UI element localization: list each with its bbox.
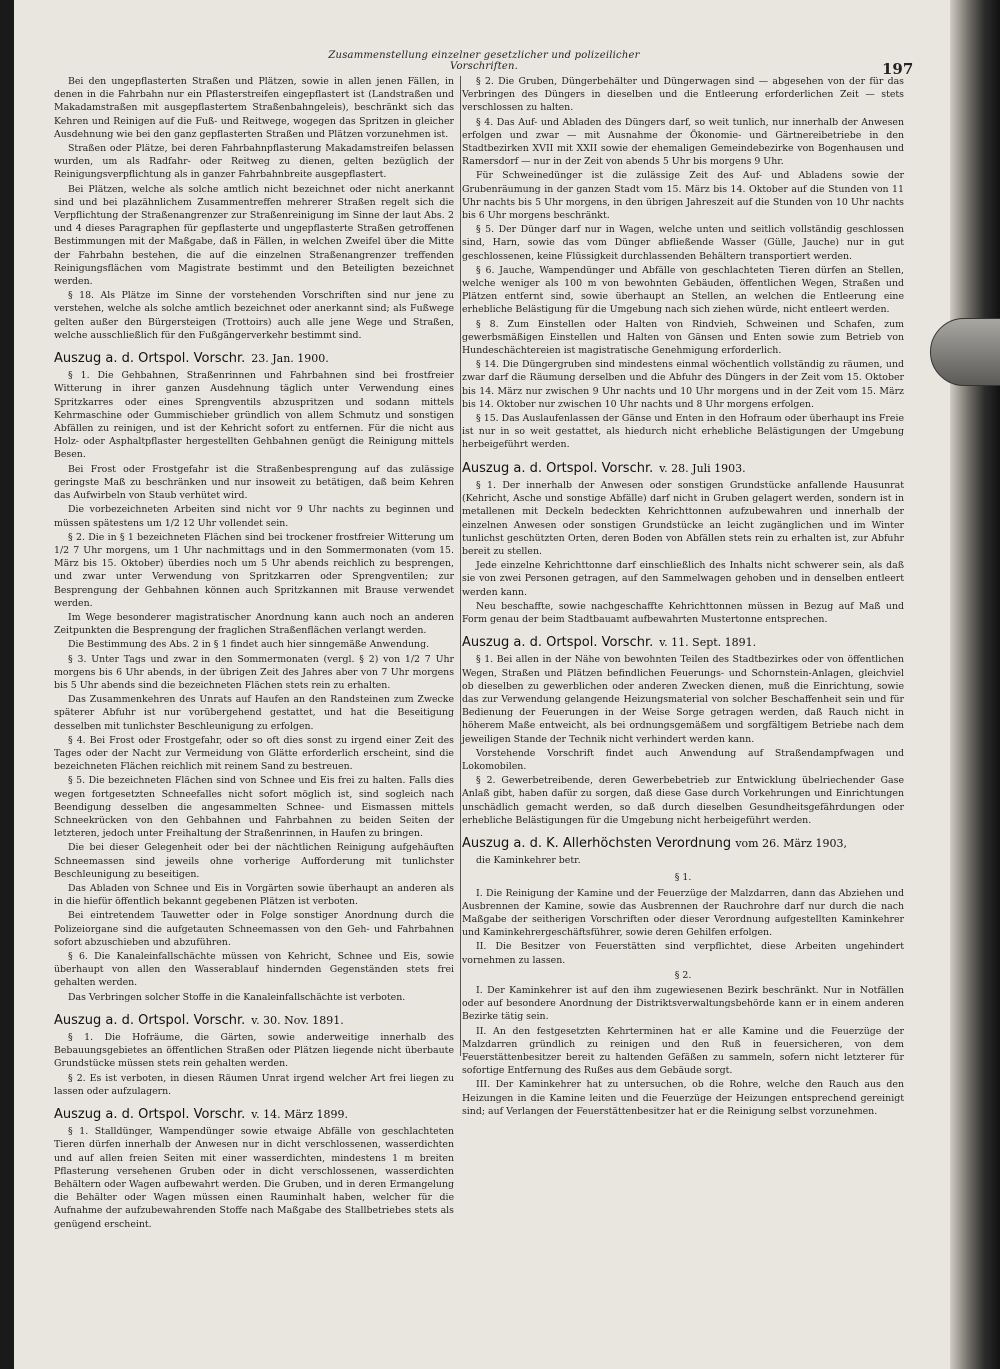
paragraph: Bei den ungepflasterten Straßen und Plätzen, sowie in allen jenen Fällen, in denen in die Fahrbahn nur ein Pflasterstreifen eingepflastert ist (Landstraßen und Makadamstraßen mit ausgepflastertem Straßenbahngeleis), beschränkt sich das Kehren und Reinigen auf die Fuß- und Reitwege, wogegen das Spritzen in gleicher Ausdehnung wie bei den ganz gepflasterten Straßen und Plätzen vorzunehmen ist. — [54, 76, 454, 140]
section-title: Auszug a. d. Ortspol. Vorschr. — [54, 351, 246, 367]
paragraph: § 5. Der Dünger darf nur in Wagen, welche unten und seitlich vollständig geschlossen sind, Harn, sowie das vom Dünger abfließende Wasser (Gülle, Jauche) nur in gut geschlossenen, keine Flüssigkeit durchlassenden Behältern transportiert werden. — [462, 224, 904, 262]
paragraph: Die vorbezeichneten Arbeiten sind nicht vor 9 Uhr nachts zu beginnen und müssen spätestens um 1/2 12 Uhr vollendet sein. — [54, 504, 454, 529]
paragraph: § 8. Zum Einstellen oder Halten von Rindvieh, Schweinen und Schafen, zum gewerbsmäßigen Einstellen und Halten von Gänsen und Enten sowie zum Betrieb von Hundeschächtereien ist magistratische Genehmigung erforderlich. — [462, 318, 904, 357]
paragraph: § 15. Das Auslaufenlassen der Gänse und Enten in den Hofraum oder überhaupt ins Freie ist nur in so weit gestattet, als hiedurch nicht erhebliche Belästigungen der Umgebung herbeigeführt werden. — [462, 413, 904, 451]
paragraph-number: § 1. — [674, 872, 692, 884]
section-heading — [54, 1014, 454, 1027]
left-column — [54, 75, 454, 1232]
paragraph: Bei Plätzen, welche als solche amtlich nicht bezeichnet oder nicht anerkannt sind und bei plazähnlichem Zusammentreffen mehrerer Straßen regelt sich die Verpflichtung der Straßenangrenzer zur Straßenreinigung im Sinne der laut Abs. 2 und 4 dieses Paragraphen für gepflasterte und ungepflasterte Straßen getroffenen Bestimmungen mit der Maßgabe, daß in Fällen, in welchen Zweifel über die Mitte der Fahrbahn bestehen, die auf die einzelnen Straßenangrenzer treffenden Reinigungsflächen vom Magistrate bestimmt und den Beteiligten bezeichnet werden. — [54, 183, 454, 288]
paragraph: § 1. Die Hofräume, die Gärten, sowie anderweitige innerhalb des Bebauungsgebietes an öffentlichen Straßen oder Plätzen liegende nicht überbaute Grundstücke müssen stets rein gehalten werden. — [54, 1032, 454, 1070]
paragraph: Bei eintretendem Tauwetter oder in Folge sonstiger Anordnung durch die Polizeiorgane sind die aufgetauten Schneemassen von den Geh- und Fahrbahnen sofort abzuschieben und abzuführen. — [54, 910, 454, 948]
paragraph: § 1. Stalldünger, Wampendünger sowie etwaige Abfälle von geschlachteten Tieren dürfen innerhalb der Anwesen nur in dicht verschlossenen, wasserdichten und auf allen freien Seiten mit einer wasserdichten, mindestens 1 m breiten Pflasterung versehenen Gruben oder in dicht verschlossenen, wasserdichten Behältern oder Wagen aufbewahrt werden. Die Gruben, und in deren Ermangelung die Behälter oder Wagen müssen einen Rauminhalt haben, welcher für die Aufnahme der aufzubewahrenden Stoffe nach Maßgabe des Stallbetriebes stets als genügend erscheint. — [54, 1126, 454, 1230]
paragraph: I. Die Reinigung der Kamine und der Feuerzüge der Malzdarren, dann das Abziehen und Ausbrennen der Kamine, sowie das Ausbrennen der Rauchrohre darf nur durch die nach Maßgabe der seitherigen Vorschriften oder dieser Verordnung aufgestellten Kaminkehrer und Kaminkehrergeschäftsführer, sowie deren Gehilfen erfolgen. — [462, 887, 904, 939]
section-date: vom 26. März 1903, — [735, 836, 847, 850]
section-heading — [462, 462, 904, 475]
section-heading — [54, 352, 454, 365]
paragraph: I. Der Kaminkehrer ist auf den ihm zugewiesenen Bezirk beschränkt. Nur in Notfällen oder auf besondere Anordnung der Distriktsverwaltungsbehörde kann er in einem anderen Bezirke tätig sein. — [462, 985, 904, 1023]
paragraph: § 1. Bei allen in der Nähe von bewohnten Teilen des Stadtbezirkes oder von öffentlichen Wegen, Straßen und Plätzen befindlichen Feuerungs- und Schornstein-Anlagen, gleichviel ob dieselben zu gewerblichen oder anderen Zwecken dienen, muß die Einrichtung, sowie das zur Verwendung gelangende Heizungsmaterial von solcher Beschaffenheit sein und für Bedienung der Feuerungen in der Weise Sorge getragen werden, daß Rauch nicht in höherem Maße entweicht, als bei ordnungsgemäßem und sorgfältigem Betriebe nach dem jeweiligen Stande der Technik nicht verhindert werden kann. — [462, 654, 904, 745]
section-subtitle: die Kaminkehrer betr. — [476, 855, 581, 867]
paragraph: § 1. Der innerhalb der Anwesen oder sonstigen Grundstücke anfallende Hausunrat (Kehricht, Asche und sonstige Abfälle) darf nicht in Gruben gelagert werden, sondern ist in metallenen mit Deckeln bedeckten Kehrichttonnen aufzubewahren und innerhalb der einzelnen Anwesen oder sonstigen Grundstücke an leicht zugänglichen und im Winter tunlichst geschützten Orten, deren Boden von Abfällen stets rein zu erhalten ist, zur Abfuhr bereit zu stellen. — [462, 479, 904, 557]
paragraph: § 14. Die Düngergruben sind mindestens einmal wöchentlich vollständig zu räumen, und zwar darf die Räumung derselben und die Abfuhr des Düngers in der Zeit vom 15. Oktober bis 14. März nur zwischen 9 Uhr nachts und 10 Uhr morgens und in der Zeit vom 15. März bis 14. Oktober nur zwischen 10 Uhr nachts und 8 Uhr morgens erfolgen. — [462, 359, 904, 410]
paragraph: Bei Frost oder Frostgefahr ist die Straßenbesprengung auf das zulässige geringste Maß zu beschränken und nur insoweit zu betätigen, daß beim Kehren das Aufwirbeln von Staub verhütet wird. — [54, 463, 454, 502]
paragraph: § 2. Die in § 1 bezeichneten Flächen sind bei trockener frostfreier Witterung um 1/2 7 Uhr morgens, um 1 Uhr nachmittags und in den Sommermonaten (vom 15. März bis 15. Oktober) überdies noch um 5 Uhr abends reichlich zu besprengen, und zwar unter Verwendung von Spritzkarren oder Sprengventilen; zur Besprengung der Gehbahnen können auch Spritzkannen mit Brause verwendet werden. — [54, 531, 454, 609]
paragraph: Das Verbringen solcher Stoffe in die Kanaleinfallschächte ist verboten. — [68, 991, 406, 1003]
paragraph: § 3. Unter Tags und zwar in den Sommermonaten (vergl. § 2) von 1/2 7 Uhr morgens bis 6 Uhr abends, in der übrigen Zeit des Jahres aber von 7 Uhr morgens bis 5 Uhr abends sind die bezeichneten Flächen stets rein zu erhalten. — [54, 653, 454, 691]
section-date: 23. Jan. 1900. — [251, 352, 329, 366]
paragraph: II. Die Besitzer von Feuerstätten sind verpflichtet, diese Arbeiten ungehindert vornehmen zu lassen. — [462, 941, 904, 966]
paragraph: Im Wege besonderer magistratischer Anordnung kann auch noch an anderen Zeitpunkten die Besprengung der fraglichen Straßenflächen verlangt werden. — [54, 611, 454, 637]
section-title: Auszug a. d. Ortspol. Vorschr. — [54, 1012, 246, 1028]
paragraph: Die bei dieser Gelegenheit oder bei der nächtlichen Reinigung aufgehäuften Schneemassen sind jeweils ohne vorherige Aufforderung mit tunlichster Beschleunigung zu beseitigen. — [54, 842, 454, 880]
paragraph: Jede einzelne Kehrichttonne darf einschließlich des Inhalts nicht schwerer sein, als daß sie von zwei Personen getragen, auf den Sammelwagen gehoben und in denselben entleert werden kann. — [462, 560, 904, 598]
paragraph: Das Abladen von Schnee und Eis in Vorgärten sowie überhaupt an anderen als in die hiefür öffentlich bekannt gegebenen Plätzen ist verboten. — [54, 882, 454, 908]
paragraph: Für Schweinedünger ist die zulässige Zeit des Auf- und Abladens sowie der Grubenräumung in der ganzen Stadt vom 15. März bis 14. Oktober auf die Stunden von 11 Uhr nachts bis 5 Uhr morgens, in den übrigen Jahreszeit auf die Stunden von 10 Uhr nachts bis 6 Uhr morgens beschränkt. — [462, 170, 904, 222]
paragraph: § 4. Bei Frost oder Frostgefahr, oder so oft dies sonst zu irgend einer Zeit des Tages oder der Nacht zur Vermeidung von Glätte erforderlich erscheint, sind die bezeichneten Flächen reichlich mit reinem Sand zu bestreuen. — [54, 734, 454, 773]
section-date: v. 14. März 1899. — [251, 1108, 349, 1122]
section-heading — [462, 837, 904, 850]
paragraph: § 2. Die Gruben, Düngerbehälter und Düngerwagen sind — abgesehen von der für das Verbringen des Düngers in dieselben und die Entleerung erforderlichen Zeit — stets verschlossen zu halten. — [462, 76, 904, 114]
page-clip-tab — [930, 318, 1000, 386]
paragraph: Neu beschaffte, sowie nachgeschaffte Kehrichttonnen müssen in Bezug auf Maß und Form genau der beim Stadtbauamt aufbewahrten Mustertonne entsprechen. — [462, 600, 904, 625]
intro-block — [54, 75, 454, 342]
paragraph: § 18. Als Plätze im Sinne der vorstehenden Vorschriften sind nur jene zu verstehen, welche als solche amtlich bezeichnet oder anerkannt sind; als Fußwege gelten außer den Bürgersteigen (Trottoirs) auch alle jene Wege und Straßen, welche ausschließlich für den Fußgängerverkehr bestimmt sind. — [54, 290, 454, 341]
section-date: v. 11. Sept. 1891. — [659, 636, 757, 650]
paragraph: Die Bestimmung des Abs. 2 in § 1 findet auch hier sinngemäße Anwendung. — [68, 639, 430, 651]
right-column — [462, 75, 904, 1119]
paragraph: Vorstehende Vorschrift findet auch Anwendung auf Straßendampfwagen und Lokomobilen. — [462, 747, 904, 772]
section-heading — [462, 636, 904, 649]
section-heading — [54, 1108, 454, 1121]
paragraph: § 5. Die bezeichneten Flächen sind von Schnee und Eis frei zu halten. Falls dies wegen fortgesetzten Schneefalles nicht sofort möglich ist, sind sogleich nach Beendigung desselben die angesammelten Schnee- und Eismassen mittels Schneekrücken von den Gehbahnen und Fahrbahnen zu beiden Seiten der letzteren, jedoch unter Freihaltung der Straßenrinnen, in Haufen zu bringen. — [54, 775, 454, 840]
paragraph: § 1. Die Gehbahnen, Straßenrinnen und Fahrbahnen sind bei frostfreier Witterung in ihrer ganzen Ausdehnung täglich unter Verwendung eines Spritzkarres oder eines Sprengventils abzuspritzen und sodann mittels Kehrmaschine oder Gummischieber gründlich von allem Schmutz und sonstigen Abfällen zu reinigen, und ist der Kehricht sofort zu entfernen. Für die nicht aus Holz- oder Asphaltpflaster hergestellten Gehbahnen genügt die Reinigung mittels Besen. — [54, 370, 454, 461]
paragraph: § 4. Das Auf- und Abladen des Düngers darf, so weit tunlich, nur innerhalb der Anwesen erfolgen und zwar — mit Ausnahme der Ökonomie- und Gärtnereibetriebe in den Stadtbezirken XVII mit XXII sowie der ehemaligen Gemeindebezirke von Bogenhausen und Ramersdorf — nur in der Zeit von abends 5 Uhr bis morgens 9 Uhr. — [462, 116, 904, 168]
paragraph: § 2. Es ist verboten, in diesen Räumen Unrat irgend welcher Art frei liegen zu lassen oder aufzulagern. — [54, 1072, 454, 1097]
page-edge — [950, 0, 1000, 1369]
paragraph: § 2. Gewerbetreibende, deren Gewerbebetrieb zur Entwicklung übelriechender Gase Anlaß gibt, haben dafür zu sorgen, daß diese Gase durch Vorkehrungen und Einrichtungen unschädlich gemacht werden, so daß durch dieselben Gesundheitsgefährdungen oder erhebliche Belästigungen für die Umgebung nicht herbeigeführt werden. — [462, 775, 904, 826]
paragraph: § 6. Die Kanaleinfallschächte müssen von Kehricht, Schnee und Eis, sowie überhaupt von allen den Wasserablauf hindernden Gegenständen stets frei gehalten werden. — [54, 951, 454, 989]
paragraph: III. Der Kaminkehrer hat zu untersuchen, ob die Rohre, welche den Rauch aus den Heizungen in die Kamine leiten und die Feuerzüge der Heizungen entsprechend gereinigt sind; auf Verlangen der Feuerstättenbesitzer hat er die Reinigung selbst vorzunehmen. — [462, 1079, 904, 1117]
section-title: Auszug a. d. Ortspol. Vorschr. — [54, 1107, 246, 1123]
running-head: Zusammenstellung einzelner gesetzlicher und polizeilicher Vorschriften. — [328, 50, 640, 72]
paragraph-number: § 2. — [674, 969, 692, 981]
paragraph: § 6. Jauche, Wampendünger und Abfälle von geschlachteten Tieren dürfen an Stellen, welche weniger als 100 m von bewohnten Gebäuden, öffentlichen Wegen, Straßen und Plätzen entfernt sind, sowie überhaupt an Stellen, an welchen die Entleerung eine erhebliche Belästigung für die Umgebung nach sich ziehen würde, nicht entleert werden. — [462, 264, 904, 316]
book-page — [14, 0, 976, 1369]
paragraph: Das Zusammenkehren des Unrats auf Haufen an den Randsteinen zum Zwecke späterer Abfuhr ist nur vorübergehend gestattet, und hat die Beseitigung desselben mit tunlichster Beschleunigung zu erfolgen. — [54, 694, 454, 732]
paragraph: II. An den festgesetzten Kehrterminen hat er alle Kamine und die Feuerzüge der Malzdarren gründlich zu reinigen und den Ruß in feuersicheren, von dem Feuerstättenbesitzer bereit zu haltenden Gefäßen zu sammeln, sofern nicht letzterer für sofortige Entfernung des Rußes aus dem Gebäude sorgt. — [462, 1025, 904, 1077]
section-title: Auszug a. d. Ortspol. Vorschr. — [462, 460, 654, 476]
section-title: Auszug a. d. Ortspol. Vorschr. — [462, 635, 654, 651]
section-title: Auszug a. d. K. Allerhöchsten Verordnung — [462, 835, 732, 851]
column-divider — [460, 76, 461, 1056]
section-date: v. 28. Juli 1903. — [659, 461, 746, 475]
section-date: v. 30. Nov. 1891. — [251, 1013, 344, 1027]
page-number: 197 — [882, 60, 914, 78]
paragraph: Straßen oder Plätze, bei deren Fahrbahnpflasterung Makadamstreifen belassen wurden, um als Radfahr- oder Reitweg zu dienen, gelten bezüglich der Reinigungsverpflichtung als in ganzer Fahrbahnbreite ausgepflastert. — [54, 143, 454, 181]
